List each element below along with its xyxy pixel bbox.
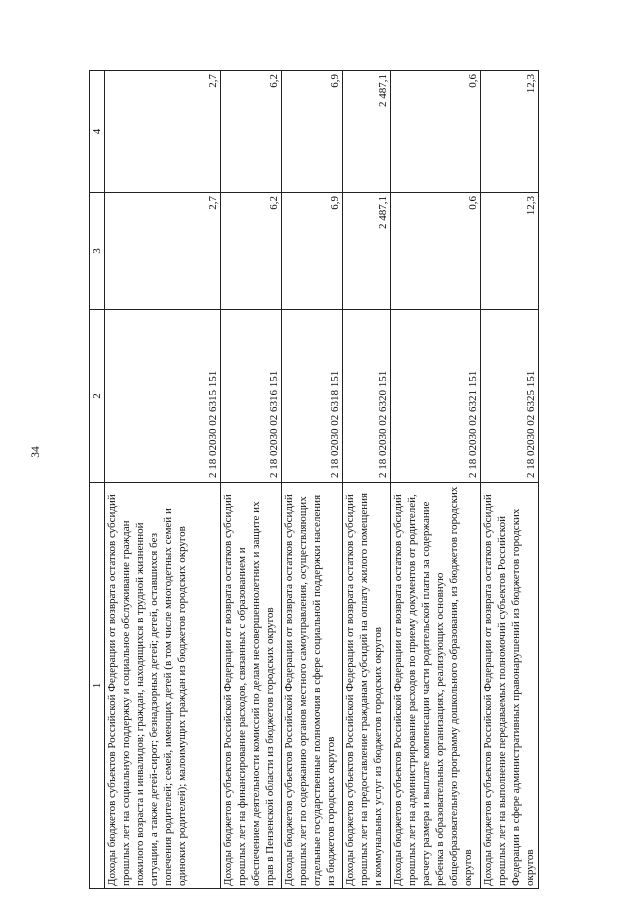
row-description: Доходы бюджетов субъектов Российской Федерации от возврата остатков субсидий прошлых лет по содержанию органов местного самоуправления, осуществляющих отдельные государственные полномочия в сфере социальной поддержки населения из бюджетов городских округов bbox=[282, 483, 343, 889]
table-row bbox=[105, 71, 221, 889]
row-description: Доходы бюджетов субъектов Российской Федерации от возврата остатков субсидий прошлых лет на выполнение передаваемых полномочий субъектов Российской Федерации в сфере административных правонарушений из бюджетов городских округов bbox=[481, 483, 539, 889]
row-value-col4: 0,6 bbox=[391, 71, 481, 193]
row-code: 2 18 02030 02 6318 151 bbox=[282, 310, 343, 483]
row-value-col3: 2,7 bbox=[105, 193, 221, 310]
row-value-col3: 6,9 bbox=[282, 193, 343, 310]
page-number: 34 bbox=[30, 446, 42, 458]
header-col-4: 4 bbox=[90, 71, 105, 193]
row-value-col3: 2 487,1 bbox=[343, 193, 391, 310]
table-row bbox=[221, 71, 282, 889]
row-value-col4: 2 487,1 bbox=[343, 71, 391, 193]
header-col-2: 2 bbox=[90, 310, 105, 483]
row-value-col3: 12,3 bbox=[481, 193, 539, 310]
budget-table-container bbox=[89, 71, 537, 889]
row-value-col3: 0,6 bbox=[391, 193, 481, 310]
row-value-col3: 6,2 bbox=[221, 193, 282, 310]
row-description: Доходы бюджетов субъектов Российской Федерации от возврата остатков субсидий прошлых лет на социальную поддержку и социальное обслуживание граждан пожилого возраста и инвалидов; граждан, находящихся в трудной жизненной ситуации, а также детей-сирот; безнадзорных детей; детей, оставшихся без попечения родителей; семей, имеющих детей (в том числе многодетных семей и одиноких родителей); малоимущих граждан из бюджетов городских округов bbox=[105, 483, 221, 889]
header-col-3: 3 bbox=[90, 193, 105, 310]
row-value-col4: 6,9 bbox=[282, 71, 343, 193]
row-value-col4: 12,3 bbox=[481, 71, 539, 193]
row-code: 2 18 02030 02 6316 151 bbox=[221, 310, 282, 483]
row-value-col4: 6,2 bbox=[221, 71, 282, 193]
row-code: 2 18 02030 02 6315 151 bbox=[105, 310, 221, 483]
row-description: Доходы бюджетов субъектов Российской Федерации от возврата остатков субсидий прошлых лет на финансирование расходов, связанных с образованием и обеспечением деятельности комиссий по делам несовершеннолетних и защите их прав в Пензенской области из бюджетов городских округов bbox=[221, 483, 282, 889]
budget-table bbox=[89, 70, 539, 889]
table-row bbox=[282, 71, 343, 889]
header-col-1: 1 bbox=[90, 483, 105, 889]
row-code: 2 18 02030 02 6325 151 bbox=[481, 310, 539, 483]
row-value-col4: 2,7 bbox=[105, 71, 221, 193]
row-description: Доходы бюджетов субъектов Российской Федерации от возврата остатков субсидий прошлых лет на администрирование расходов по приему документов от родителей, расчету размера и выплате компенсации части родительской платы за содержание ребенка в образовательных организациях, реализующих основную общеобразовательную программу дошкольного образования, из бюджетов городских округов bbox=[391, 483, 481, 889]
table-row bbox=[481, 71, 539, 889]
row-description: Доходы бюджетов субъектов Российской Федерации от возврата остатков субсидий прошлых лет на предоставление гражданам субсидий на оплату жилого помещения и коммунальных услуг из бюджетов городских округов bbox=[343, 483, 391, 889]
table-row bbox=[391, 71, 481, 889]
row-code: 2 18 02030 02 6320 151 bbox=[343, 310, 391, 483]
row-code: 2 18 02030 02 6321 151 bbox=[391, 310, 481, 483]
table-header-row bbox=[90, 71, 105, 889]
table-row bbox=[343, 71, 391, 889]
